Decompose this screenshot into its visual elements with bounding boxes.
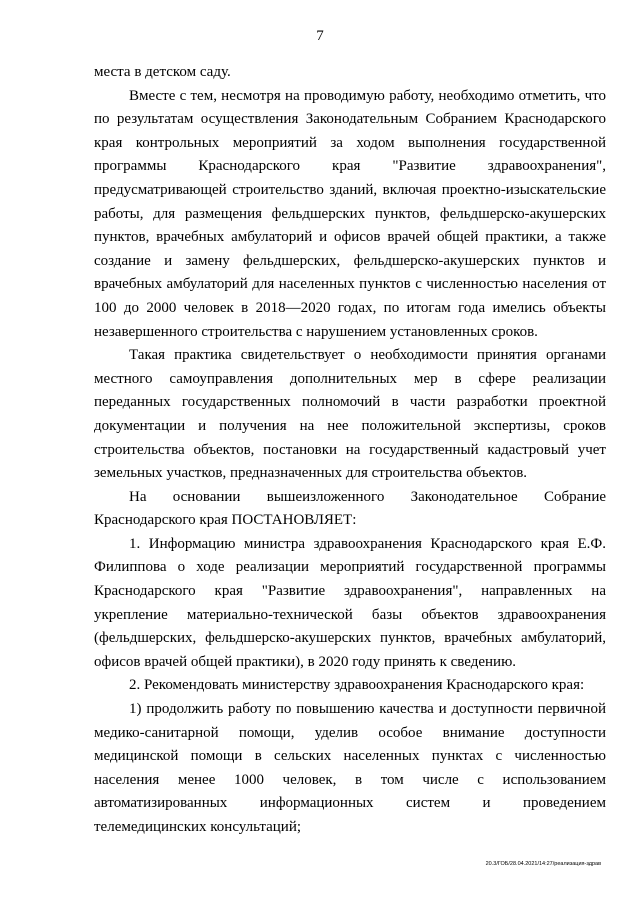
page-number: 7 bbox=[316, 28, 324, 44]
document-body bbox=[94, 61, 606, 840]
paragraph-item-2-1: 1) продолжить работу по повышению качества и доступности первичной медико-санитарной помощи, уделив особое внимание доступности медицинской помощи в сельских населенных пунктах с численностью населения менее 1000 человек, в том числе с использованием автоматизированных информационных систем и проведением телемедицинских консультаций; bbox=[94, 701, 606, 835]
footer-code: 20.3/ГОБ/28.04.2021/14:27/реализация-здрав bbox=[485, 861, 601, 867]
paragraph-resolution-intro: На основании вышеизложенного Законодательное Собрание Краснодарского края ПОСТАНОВЛЯЕТ: bbox=[94, 488, 606, 529]
paragraph-continuation: места в детском саду. bbox=[94, 64, 231, 80]
paragraph-item-2: 2. Рекомендовать министерству здравоохранения Краснодарского края: bbox=[129, 677, 585, 694]
paragraph-practice: Такая практика свидетельствует о необходимости принятия органами местного самоуправления дополнительных мер в сфере реализации переданных государственных полномочий в части разработки проектной документации и получения на нее положительной экспертизы, сроков строительства объектов, постановки на государственный кадастровый учет земельных участков, предназначенных для строительства объектов. bbox=[94, 347, 606, 482]
paragraph-construction-findings: Вместе с тем, несмотря на проводимую работу, необходимо отметить, что по результатам осуществления Законодательным Собранием Краснодарского края контрольных мероприятий за ходом выполнения государственной программы Краснодарского края "Развитие здравоохранения", предусматривающей строительство зданий, включая проектно-изыскательские работы, для размещения фельдшерских пунктов, фельдшерско-акушерских пунктов, врачебных амбулаторий и офисов врачей общей практики, а также создание и замену фельдшерских, фельдшерско-акушерских пунктов и врачебных амбулаторий для населенных пунктов с численностью населения от 100 до 2000 человек в 2018—2020 годах, по итогам года имелись объекты незавершенного строительства с нарушением установленных сроков. bbox=[94, 87, 606, 340]
paragraph-item-1: 1. Информацию министра здравоохранения Краснодарского края Е.Ф. Филиппова о ходе реализации мероприятий государственной программы Краснодарского края "Развитие здравоохранения", направленных на укрепление материально-технической базы объектов здравоохранения (фельдшерских, фельдшерско-акушерских пунктов, врачебных амбулаторий, офисов врачей общей практики), в 2020 году принять к сведению. bbox=[94, 535, 606, 670]
